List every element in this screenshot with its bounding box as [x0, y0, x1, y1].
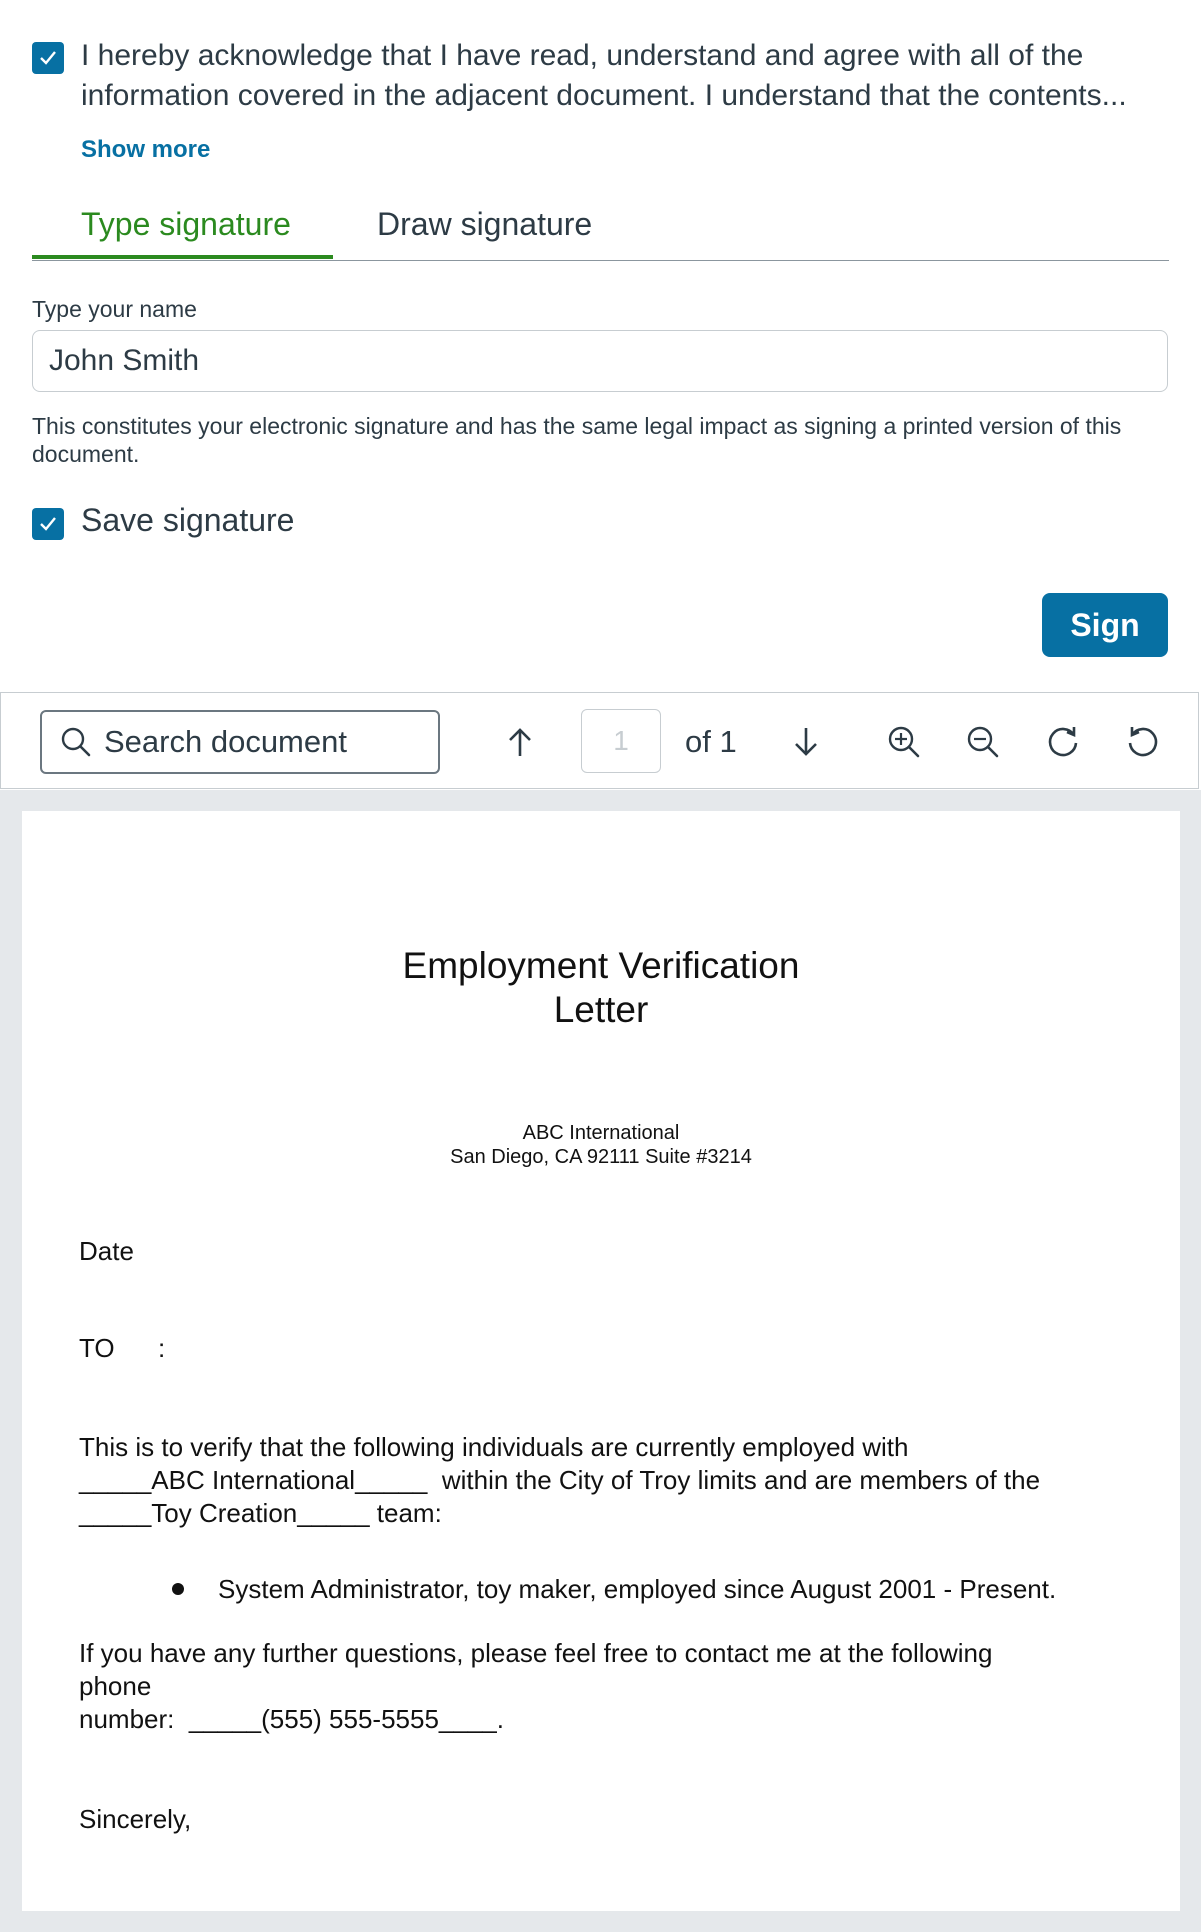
company-address: San Diego, CA 92111 Suite #3214 [450, 1146, 752, 1168]
document-title-line: Letter [553, 989, 649, 1030]
active-tab-indicator [32, 255, 333, 259]
acknowledgement-text: I hereby acknowledge that I have read, understand and agree with all of the information covered in the adjacent document. I understand that the contents... [81, 39, 1127, 112]
checkmark-icon [37, 513, 59, 535]
search-icon [56, 722, 96, 762]
save-signature-label: Save signature [81, 502, 295, 538]
verify-line: _____ABC International_____ within the City of Troy limits and are members of the [79, 1465, 1041, 1495]
company-block [22, 1121, 1180, 1169]
name-field-label: Type your name [32, 296, 197, 322]
employee-bullet: System Administrator, toy maker, employed since August 2001 - Present. [218, 1574, 1057, 1604]
company-name: ABC International [522, 1122, 680, 1144]
save-signature-checkbox[interactable] [32, 508, 64, 540]
name-input[interactable] [32, 330, 1168, 392]
verify-line: _____Toy Creation_____ team: [79, 1498, 442, 1528]
closing: Sincerely, [79, 1804, 192, 1834]
search-input[interactable] [102, 723, 436, 761]
verify-line: This is to verify that the following individuals are currently employed with [79, 1432, 909, 1462]
arrow-up-icon[interactable] [500, 722, 540, 762]
document-title [22, 944, 1180, 1032]
acknowledge-checkbox[interactable] [32, 42, 64, 74]
page-count: of 1 [685, 724, 737, 759]
document-page [22, 811, 1180, 1911]
zoom-in-icon[interactable] [884, 722, 924, 762]
page-number-input[interactable] [581, 709, 661, 773]
tab-divider [32, 260, 1169, 261]
search-box[interactable] [40, 710, 440, 774]
sign-button[interactable]: Sign [1042, 593, 1168, 657]
bullet-dot [172, 1583, 184, 1595]
contact-line: If you have any further questions, please feel free to contact me at the following [79, 1638, 993, 1668]
rotate-clockwise-icon[interactable] [1043, 722, 1083, 762]
tab-type-signature[interactable]: Type signature [81, 206, 291, 242]
rotate-counterclockwise-icon[interactable] [1123, 722, 1163, 762]
contact-line: number: _____(555) 555-5555____. [79, 1704, 504, 1734]
date-label: Date [79, 1236, 134, 1266]
checkmark-icon [37, 47, 59, 69]
zoom-out-icon[interactable] [963, 722, 1003, 762]
tab-draw-signature[interactable]: Draw signature [377, 206, 593, 242]
contact-line: phone [79, 1671, 152, 1701]
arrow-down-icon[interactable] [786, 722, 826, 762]
document-title-line: Employment Verification [402, 945, 800, 986]
to-label: TO : [79, 1333, 166, 1363]
legal-note: This constitutes your electronic signature and has the same legal impact as signing a printed version of this document. [32, 413, 1122, 467]
show-more-link[interactable]: Show more [81, 136, 211, 163]
